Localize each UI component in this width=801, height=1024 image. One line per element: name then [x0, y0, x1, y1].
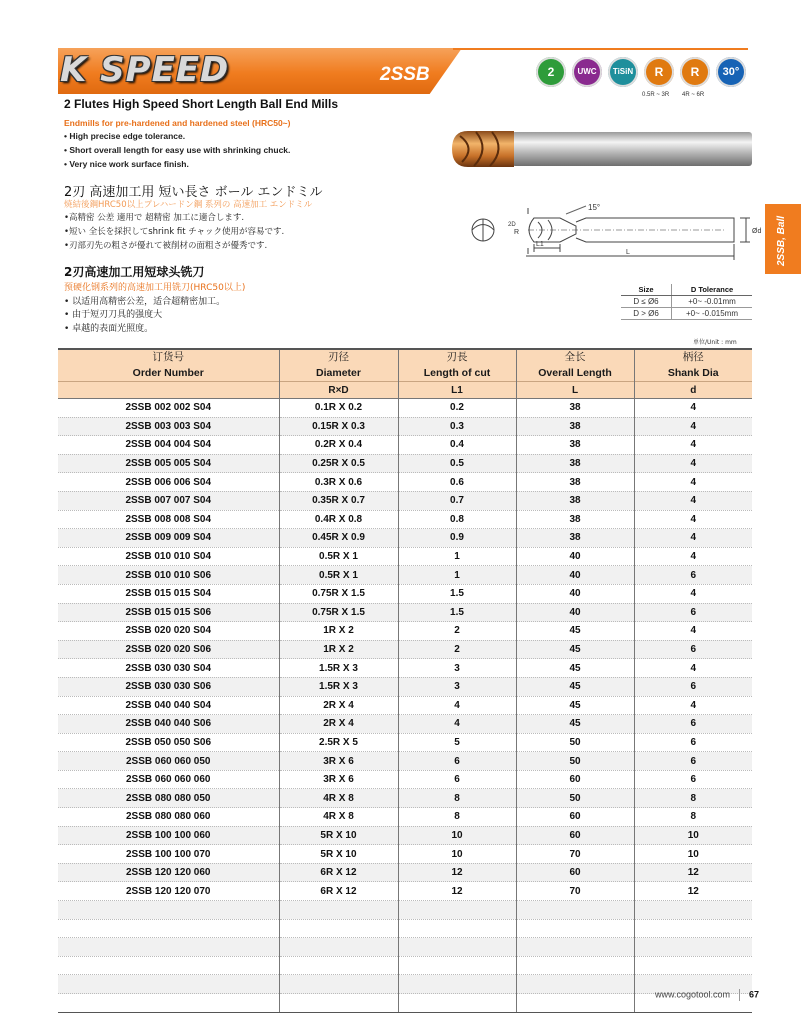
- col-header-cn: 刃長: [398, 349, 516, 365]
- japanese-feature: •短い 全长を採択してshrink fit チャック使用が容易です.: [64, 227, 285, 237]
- footer-divider: [739, 989, 740, 1001]
- overall-length-cell: 40: [516, 584, 634, 603]
- table-row: [58, 696, 752, 715]
- length-of-cut-cell: 12: [398, 863, 516, 882]
- overall-length-cell: 38: [516, 473, 634, 492]
- overall-length-cell: 40: [516, 547, 634, 566]
- table-row: [58, 826, 752, 845]
- japanese-subtitle: 焼結後鋼HRC50以上プレハードン鋼 系列の 高速加工 エンドミル: [64, 200, 313, 210]
- col-header-symbol: d: [634, 382, 752, 399]
- table-row: [58, 454, 752, 473]
- drawing-l: L: [626, 249, 630, 256]
- diameter-cell: 0.25R X 0.5: [279, 454, 398, 473]
- diameter-cell: [279, 901, 398, 920]
- overall-length-cell: 60: [516, 863, 634, 882]
- table-row: [58, 789, 752, 808]
- length-of-cut-cell: 8: [398, 789, 516, 808]
- diameter-cell: 0.1R X 0.2: [279, 399, 398, 418]
- diameter-cell: 4R X 8: [279, 808, 398, 827]
- diameter-cell: 6R X 12: [279, 882, 398, 901]
- overall-length-cell: 50: [516, 733, 634, 752]
- diameter-cell: 1.5R X 3: [279, 677, 398, 696]
- overall-length-cell: 38: [516, 510, 634, 529]
- overall-length-cell: 38: [516, 399, 634, 418]
- order-number-cell: 2SSB 010 010 S06: [58, 566, 279, 585]
- dimension-drawing: [466, 200, 766, 262]
- order-number-cell: 2SSB 002 002 S04: [58, 399, 279, 418]
- diameter-cell: 0.75R X 1.5: [279, 584, 398, 603]
- length-of-cut-cell: [398, 956, 516, 975]
- shank-dia-cell: 4: [634, 454, 752, 473]
- overall-length-cell: 70: [516, 845, 634, 864]
- order-number-cell: 2SSB 060 060 060: [58, 770, 279, 789]
- col-header-en: Diameter: [279, 365, 398, 382]
- carbide-grade-icon: UWC: [572, 57, 602, 87]
- diameter-cell: [279, 956, 398, 975]
- section-side-tab: [765, 204, 801, 274]
- table-row: [58, 603, 752, 622]
- order-number-cell: 2SSB 009 009 S04: [58, 529, 279, 548]
- diameter-cell: 1.5R X 3: [279, 659, 398, 678]
- tolerance-header: Size: [621, 284, 672, 296]
- diameter-cell: 3R X 6: [279, 770, 398, 789]
- overall-length-cell: 40: [516, 566, 634, 585]
- shank-dia-cell: 6: [634, 566, 752, 585]
- col-header-symbol: [58, 382, 279, 399]
- order-number-cell: 2SSB 100 100 060: [58, 826, 279, 845]
- shank-dia-cell: [634, 938, 752, 957]
- col-header-en: Length of cut: [398, 365, 516, 382]
- diameter-cell: [279, 994, 398, 1013]
- table-row: [58, 938, 752, 957]
- length-of-cut-cell: 10: [398, 845, 516, 864]
- drawing-angle: 15°: [588, 203, 601, 212]
- diameter-cell: 0.75R X 1.5: [279, 603, 398, 622]
- col-header-symbol: L: [516, 382, 634, 399]
- shank-dia-cell: 4: [634, 529, 752, 548]
- diameter-cell: 0.4R X 0.8: [279, 510, 398, 529]
- length-of-cut-cell: 6: [398, 752, 516, 771]
- product-subtitle: Endmills for pre-hardened and hardened steel (HRC50~): [64, 118, 291, 128]
- overall-length-cell: [516, 994, 634, 1013]
- diameter-cell: 1R X 2: [279, 640, 398, 659]
- order-number-cell: 2SSB 050 050 S06: [58, 733, 279, 752]
- shank-dia-cell: [634, 919, 752, 938]
- shank-dia-cell: 6: [634, 770, 752, 789]
- overall-length-cell: 45: [516, 677, 634, 696]
- length-of-cut-cell: 0.3: [398, 417, 516, 436]
- table-row: [58, 733, 752, 752]
- overall-length-cell: 50: [516, 789, 634, 808]
- col-header-cn: 全长: [516, 349, 634, 365]
- order-number-cell: 2SSB 080 080 050: [58, 789, 279, 808]
- diameter-cell: 0.35R X 0.7: [279, 491, 398, 510]
- order-number-cell: [58, 901, 279, 920]
- order-number-cell: 2SSB 020 020 S06: [58, 640, 279, 659]
- overall-length-cell: 45: [516, 715, 634, 734]
- shank-dia-cell: 6: [634, 752, 752, 771]
- tolerance-header: D Tolerance: [672, 284, 753, 296]
- table-row: [58, 547, 752, 566]
- order-number-cell: 2SSB 015 015 S04: [58, 584, 279, 603]
- shank-dia-cell: 4: [634, 491, 752, 510]
- overall-length-cell: 60: [516, 770, 634, 789]
- diameter-cell: 4R X 8: [279, 789, 398, 808]
- diameter-cell: 0.5R X 1: [279, 566, 398, 585]
- drawing-shank: Ød: [752, 228, 762, 235]
- overall-length-cell: 38: [516, 454, 634, 473]
- overall-length-cell: 60: [516, 808, 634, 827]
- diameter-cell: [279, 975, 398, 994]
- col-header-en: Overall Length: [516, 365, 634, 382]
- shank-dia-cell: 4: [634, 547, 752, 566]
- col-header-en: Order Number: [58, 365, 279, 382]
- overall-length-cell: [516, 901, 634, 920]
- footer-website: www.cogotool.com: [655, 989, 731, 1000]
- shank-dia-cell: 8: [634, 808, 752, 827]
- table-row: [58, 901, 752, 920]
- shank-dia-cell: 4: [634, 473, 752, 492]
- order-number-cell: 2SSB 003 003 S04: [58, 417, 279, 436]
- length-of-cut-cell: 4: [398, 696, 516, 715]
- length-of-cut-cell: 6: [398, 770, 516, 789]
- diameter-cell: 0.3R X 0.6: [279, 473, 398, 492]
- length-of-cut-cell: 0.9: [398, 529, 516, 548]
- brand-logo: K SPEED: [60, 50, 230, 90]
- order-number-cell: 2SSB 100 100 070: [58, 845, 279, 864]
- table-row: [58, 882, 752, 901]
- length-of-cut-cell: [398, 994, 516, 1013]
- order-number-cell: 2SSB 040 040 S04: [58, 696, 279, 715]
- diameter-cell: 1R X 2: [279, 622, 398, 641]
- shank-dia-cell: 6: [634, 733, 752, 752]
- tolerance-table: [621, 284, 752, 320]
- overall-length-cell: 45: [516, 696, 634, 715]
- coating-icon: TiSiN: [608, 57, 638, 87]
- tolerance-cell: D > Ø6: [621, 308, 672, 320]
- overall-length-cell: 70: [516, 882, 634, 901]
- chinese-subtitle: 预硬化钢系列的高速加工用铣刀(HRC50以上): [64, 283, 246, 293]
- tolerance-cell: +0~ -0.015mm: [672, 308, 753, 320]
- shank-dia-cell: 8: [634, 789, 752, 808]
- unit-label: 单位/Unit : mm: [693, 339, 737, 346]
- shank-dia-cell: 10: [634, 845, 752, 864]
- side-tab-label: 2SSB, Ball: [776, 215, 787, 266]
- feature-line: • High precise edge tolerance.: [64, 131, 186, 141]
- overall-length-cell: 38: [516, 529, 634, 548]
- shank-dia-cell: 4: [634, 696, 752, 715]
- drawing-diameter: 2D: [508, 222, 516, 228]
- overall-length-cell: [516, 956, 634, 975]
- length-of-cut-cell: 1.5: [398, 603, 516, 622]
- length-of-cut-cell: 2: [398, 622, 516, 641]
- table-row: [58, 715, 752, 734]
- table-row: [58, 677, 752, 696]
- table-row: [58, 956, 752, 975]
- col-header-cn: 订货号: [58, 349, 279, 365]
- overall-length-cell: 50: [516, 752, 634, 771]
- table-row: [58, 975, 752, 994]
- length-of-cut-cell: 0.7: [398, 491, 516, 510]
- order-number-cell: 2SSB 010 010 S04: [58, 547, 279, 566]
- order-number-cell: 2SSB 060 060 050: [58, 752, 279, 771]
- series-code: 2SSB: [380, 64, 430, 85]
- col-header-cn: 柄径: [634, 349, 752, 365]
- chinese-feature: • 卓越的表面光照度。: [64, 324, 154, 334]
- order-number-cell: 2SSB 005 005 S04: [58, 454, 279, 473]
- diameter-cell: 5R X 10: [279, 845, 398, 864]
- table-row: [58, 622, 752, 641]
- overall-length-cell: 38: [516, 417, 634, 436]
- order-number-cell: 2SSB 120 120 060: [58, 863, 279, 882]
- overall-length-cell: 45: [516, 659, 634, 678]
- shank-dia-cell: 12: [634, 882, 752, 901]
- length-of-cut-cell: [398, 938, 516, 957]
- feature-line: • Very nice work surface finish.: [64, 159, 189, 169]
- overall-length-cell: [516, 938, 634, 957]
- col-header-symbol: R×D: [279, 382, 398, 399]
- length-of-cut-cell: [398, 975, 516, 994]
- chinese-feature: • 由于短刃刀具的强度大: [64, 310, 163, 320]
- diameter-cell: 0.5R X 1: [279, 547, 398, 566]
- table-row: [58, 529, 752, 548]
- diameter-cell: 3R X 6: [279, 752, 398, 771]
- length-of-cut-cell: 10: [398, 826, 516, 845]
- overall-length-cell: 60: [516, 826, 634, 845]
- table-row: [58, 659, 752, 678]
- overall-length-cell: 45: [516, 622, 634, 641]
- shank-dia-cell: 6: [634, 677, 752, 696]
- feature-line: • Short overall length for easy use with shrinking chuck.: [64, 145, 291, 155]
- shank-dia-cell: [634, 956, 752, 975]
- japanese-title: 2刃 高速加工用 短い長さ ボール エンドミル: [64, 185, 323, 200]
- page-footer: [655, 989, 759, 1001]
- shank-dia-cell: 6: [634, 603, 752, 622]
- diameter-cell: 2R X 4: [279, 696, 398, 715]
- diameter-cell: 5R X 10: [279, 826, 398, 845]
- length-of-cut-cell: 0.2: [398, 399, 516, 418]
- col-header-cn: 刃径: [279, 349, 398, 365]
- order-number-cell: 2SSB 040 040 S06: [58, 715, 279, 734]
- drawing-l1: L1: [536, 241, 544, 248]
- order-number-cell: 2SSB 120 120 070: [58, 882, 279, 901]
- shank-dia-cell: 4: [634, 436, 752, 455]
- diameter-cell: [279, 919, 398, 938]
- order-number-cell: 2SSB 020 020 S04: [58, 622, 279, 641]
- diameter-cell: 0.15R X 0.3: [279, 417, 398, 436]
- overall-length-cell: 40: [516, 603, 634, 622]
- japanese-feature: •刃部刃先の粗さが優れて被削材の面粗さが優秀です.: [64, 241, 268, 251]
- length-of-cut-cell: 2: [398, 640, 516, 659]
- table-row: [58, 491, 752, 510]
- radius-tolerance-icon: R: [644, 57, 674, 87]
- header-banner: [58, 48, 748, 98]
- chinese-feature: • 以适用高精密公差，适合超精密加工。: [64, 297, 226, 307]
- order-number-cell: 2SSB 030 030 S06: [58, 677, 279, 696]
- length-of-cut-cell: 4: [398, 715, 516, 734]
- order-number-cell: 2SSB 008 008 S04: [58, 510, 279, 529]
- shank-dia-cell: 4: [634, 510, 752, 529]
- order-number-cell: 2SSB 030 030 S04: [58, 659, 279, 678]
- overall-length-cell: 38: [516, 491, 634, 510]
- col-header-en: Shank Dia: [634, 365, 752, 382]
- length-of-cut-cell: 12: [398, 882, 516, 901]
- shank-dia-cell: [634, 901, 752, 920]
- table-row: [58, 770, 752, 789]
- diameter-cell: 2R X 4: [279, 715, 398, 734]
- order-number-cell: 2SSB 007 007 S04: [58, 491, 279, 510]
- overall-length-cell: [516, 919, 634, 938]
- flute-count-icon: 2: [536, 57, 566, 87]
- radius-tolerance-icon-2: R: [680, 57, 710, 87]
- banner-rule: [453, 48, 748, 50]
- table-row: [58, 473, 752, 492]
- table-row: [58, 994, 752, 1013]
- table-row: [58, 919, 752, 938]
- shank-dia-cell: 6: [634, 715, 752, 734]
- diameter-cell: [279, 938, 398, 957]
- shank-dia-cell: 10: [634, 826, 752, 845]
- order-number-cell: [58, 919, 279, 938]
- order-number-cell: [58, 956, 279, 975]
- length-of-cut-cell: 0.6: [398, 473, 516, 492]
- order-number-cell: [58, 975, 279, 994]
- length-of-cut-cell: 1.5: [398, 584, 516, 603]
- shank-dia-cell: 4: [634, 659, 752, 678]
- table-row: [58, 417, 752, 436]
- order-number-cell: 2SSB 004 004 S04: [58, 436, 279, 455]
- length-of-cut-cell: 0.4: [398, 436, 516, 455]
- badge-note-2: 4R ~ 6R: [682, 92, 705, 98]
- diameter-cell: 2.5R X 5: [279, 733, 398, 752]
- table-row: [58, 436, 752, 455]
- length-of-cut-cell: 1: [398, 547, 516, 566]
- overall-length-cell: [516, 975, 634, 994]
- shank-dia-cell: 4: [634, 622, 752, 641]
- shank-dia-cell: 4: [634, 399, 752, 418]
- diameter-cell: 0.2R X 0.4: [279, 436, 398, 455]
- length-of-cut-cell: 0.8: [398, 510, 516, 529]
- japanese-feature: •高精密 公差 適用で 超精密 加工に適合します.: [64, 213, 245, 223]
- table-row: [58, 584, 752, 603]
- product-title: 2 Flutes High Speed Short Length Ball End Mills: [64, 97, 339, 111]
- order-number-cell: 2SSB 015 015 S06: [58, 603, 279, 622]
- table-row: [58, 808, 752, 827]
- length-of-cut-cell: 5: [398, 733, 516, 752]
- end-mill-photo: [452, 126, 754, 172]
- order-number-cell: 2SSB 080 080 060: [58, 808, 279, 827]
- helix-angle-icon: 30°: [716, 57, 746, 87]
- shank-dia-cell: 6: [634, 640, 752, 659]
- page-number: 67: [749, 989, 760, 1000]
- shank-dia-cell: 12: [634, 863, 752, 882]
- table-row: [58, 863, 752, 882]
- length-of-cut-cell: 1: [398, 566, 516, 585]
- overall-length-cell: 38: [516, 436, 634, 455]
- diameter-cell: 6R X 12: [279, 863, 398, 882]
- order-number-cell: 2SSB 006 006 S04: [58, 473, 279, 492]
- order-table: [58, 348, 752, 1013]
- table-row: [58, 640, 752, 659]
- length-of-cut-cell: [398, 919, 516, 938]
- chinese-title: 2刃高速加工用短球头铣刀: [64, 265, 205, 279]
- table-row: [58, 752, 752, 771]
- length-of-cut-cell: 0.5: [398, 454, 516, 473]
- col-header-symbol: L1: [398, 382, 516, 399]
- shank-dia-cell: 4: [634, 417, 752, 436]
- length-of-cut-cell: 8: [398, 808, 516, 827]
- drawing-radius: R: [514, 229, 520, 236]
- shank-dia-cell: 4: [634, 584, 752, 603]
- length-of-cut-cell: [398, 901, 516, 920]
- length-of-cut-cell: 3: [398, 677, 516, 696]
- table-row: [58, 399, 752, 418]
- tolerance-cell: +0~ -0.01mm: [672, 296, 753, 308]
- table-row: [58, 845, 752, 864]
- table-row: [58, 510, 752, 529]
- diameter-cell: 0.45R X 0.9: [279, 529, 398, 548]
- badge-note-1: 0.5R ~ 3R: [642, 92, 670, 98]
- order-number-cell: [58, 938, 279, 957]
- table-row: [58, 566, 752, 585]
- order-number-cell: [58, 994, 279, 1013]
- overall-length-cell: 45: [516, 640, 634, 659]
- length-of-cut-cell: 3: [398, 659, 516, 678]
- tolerance-cell: D ≤ Ø6: [621, 296, 672, 308]
